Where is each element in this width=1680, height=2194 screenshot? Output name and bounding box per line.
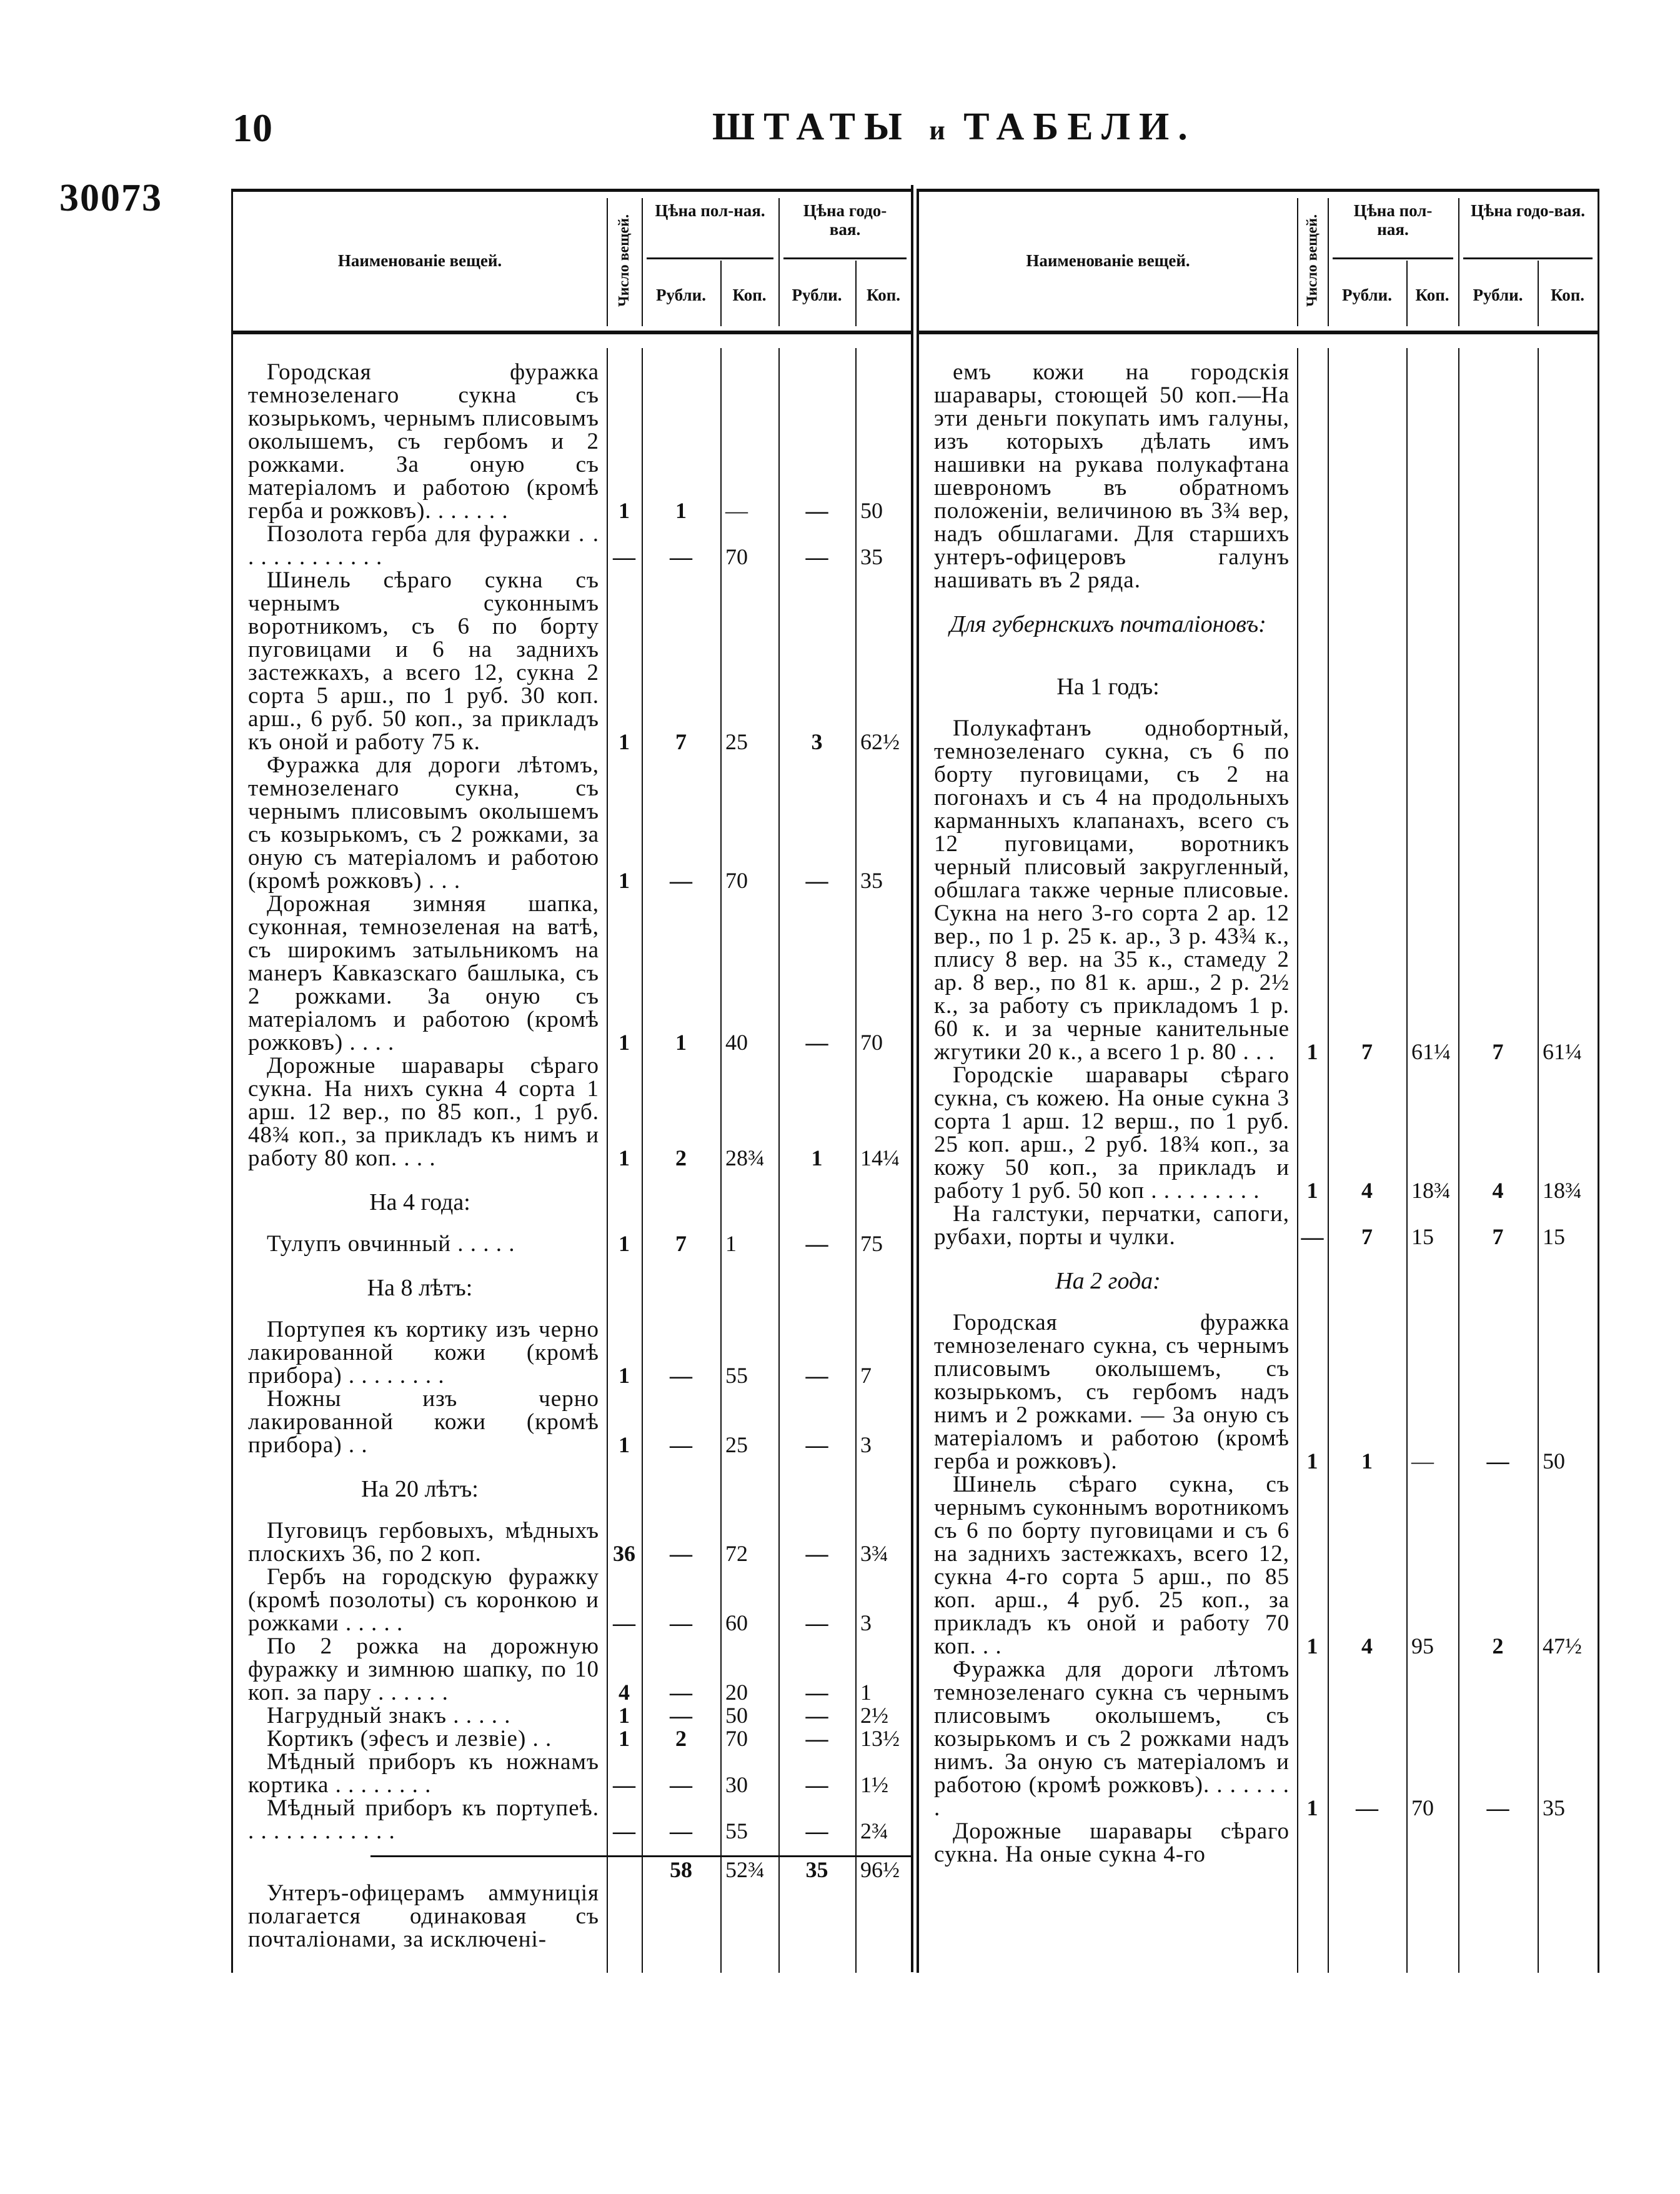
value-count: 1 bbox=[619, 1231, 630, 1256]
header-count: Число вещей. bbox=[1304, 214, 1321, 307]
column-line bbox=[855, 261, 857, 326]
value-kop-annual: 3¾ bbox=[860, 1541, 888, 1566]
total-row bbox=[370, 1855, 912, 1882]
value-count: 1 bbox=[619, 729, 630, 754]
table-row bbox=[233, 892, 912, 1054]
item-name: Тулупъ овчинный . . . . . bbox=[267, 1231, 515, 1257]
header-name: Наименованіе вещей. bbox=[1026, 251, 1190, 270]
value-kop-annual: 14¼ bbox=[860, 1145, 900, 1170]
item-name: Портупея къ кортику изъ черно лакированной кожи (кромѣ прибора) . . . . . . . . bbox=[248, 1317, 599, 1389]
value-rub-annual: 2 bbox=[1492, 1633, 1504, 1658]
header-rule bbox=[647, 257, 773, 259]
title-part: и bbox=[929, 115, 945, 146]
value-rub-annual: 7 bbox=[1492, 1224, 1504, 1249]
value-count: 1 bbox=[1306, 1795, 1318, 1820]
item-name: На галстуки, перчатки, сапоги, рубахи, порты и чулки. bbox=[934, 1201, 1290, 1250]
item-name: Мѣдный приборъ къ ножнамъ кортика . . . . . . . . bbox=[248, 1749, 599, 1798]
value-count: 1 bbox=[619, 1432, 630, 1457]
value-kop-full: 55 bbox=[725, 1363, 748, 1388]
value-rub-full: — bbox=[1356, 1795, 1378, 1820]
value-kop-annual: 3 bbox=[860, 1610, 872, 1635]
value-rub-full: 58 bbox=[670, 1857, 692, 1882]
value-count: — bbox=[1301, 1224, 1324, 1249]
value-rub-annual: — bbox=[805, 544, 828, 569]
value-rub-annual: — bbox=[805, 1818, 828, 1843]
value-rub-annual: — bbox=[805, 1680, 828, 1705]
header-kop: Коп. bbox=[1415, 286, 1449, 304]
rows bbox=[919, 361, 1598, 1866]
header-rub: Рубли. bbox=[792, 286, 842, 304]
value-count: 1 bbox=[1306, 1449, 1318, 1473]
table-row bbox=[233, 1565, 912, 1635]
value-rub-full: — bbox=[670, 1703, 692, 1728]
value-kop-annual: 61¼ bbox=[1543, 1039, 1582, 1064]
value-kop-annual: 15 bbox=[1543, 1224, 1565, 1249]
section-heading: На 8 лѣтъ: bbox=[367, 1275, 473, 1301]
column-line bbox=[1406, 261, 1408, 326]
value-kop-full: 20 bbox=[725, 1680, 748, 1705]
value-kop-full: 70 bbox=[725, 544, 748, 569]
value-count: 1 bbox=[1306, 1039, 1318, 1064]
item-name: Мѣдный приборъ къ портупеѣ. . . . . . . . . . . . . bbox=[248, 1795, 599, 1844]
value-kop-full: 25 bbox=[725, 729, 748, 754]
item-name: Шинель сѣраго сукна, съ чернымъ суконнымъ воротникомъ съ 6 по борту пуговицами и съ 6 на заднихъ застежкахъ, всего 12, сукна 4-го сорта 5 арш., по 85 коп. арш., 4 руб. 25 коп., за прикладъ къ оной и работу 70 коп. . . bbox=[934, 1472, 1290, 1659]
table-row bbox=[233, 1797, 912, 1843]
value-rub-annual: — bbox=[805, 498, 828, 523]
value-count: 1 bbox=[619, 1030, 630, 1055]
page-title bbox=[712, 105, 1196, 149]
value-rub-full: 1 bbox=[1361, 1449, 1373, 1473]
item-name: Унтеръ-офицерамъ аммуниція полагается одинаковая съ почталіонами, за исключені- bbox=[248, 1880, 599, 1952]
value-kop-full: 72 bbox=[725, 1541, 748, 1566]
table-row bbox=[233, 754, 912, 892]
value-count: 1 bbox=[619, 1363, 630, 1388]
table-row bbox=[919, 1202, 1598, 1249]
value-kop-full: 50 bbox=[725, 1703, 748, 1728]
value-rub-annual: 35 bbox=[805, 1857, 828, 1882]
value-rub-full: — bbox=[670, 1818, 692, 1843]
value-rub-annual: 3 bbox=[811, 729, 823, 754]
value-kop-full: 60 bbox=[725, 1610, 748, 1635]
value-rub-annual: — bbox=[805, 1363, 828, 1388]
header-rule bbox=[1463, 257, 1593, 259]
header-annual-price: Цѣна годо-вая. bbox=[1471, 201, 1585, 220]
value-kop-annual: 7 bbox=[860, 1363, 872, 1388]
header-kop: Коп. bbox=[1550, 286, 1585, 304]
table-row bbox=[233, 361, 912, 522]
value-rub-annual: 7 bbox=[1492, 1039, 1504, 1064]
value-count: 1 bbox=[619, 1145, 630, 1170]
value-rub-full: 1 bbox=[675, 1030, 687, 1055]
value-kop-full: 70 bbox=[1411, 1795, 1434, 1820]
title-part: ТАБЕЛИ. bbox=[963, 106, 1196, 148]
value-count bbox=[607, 1880, 642, 1882]
value-kop-annual: 62½ bbox=[860, 729, 900, 754]
header-rule bbox=[1333, 257, 1453, 259]
table-row bbox=[233, 1882, 912, 1951]
value-rub-full: — bbox=[670, 1363, 692, 1388]
item-name: Пуговицъ гербовыхъ, мѣдныхъ плоскихъ 36, по 2 коп. bbox=[248, 1518, 599, 1567]
table-row bbox=[919, 1311, 1598, 1473]
value-kop-full: 55 bbox=[725, 1818, 748, 1843]
margin-number: 30073 bbox=[59, 177, 162, 219]
value-kop-full: 52¾ bbox=[725, 1857, 765, 1882]
value-kop-full: 18¾ bbox=[1411, 1178, 1451, 1203]
item-name: Фуражка для дороги лѣтомъ темнозеленаго сукна съ чернымъ плисовымъ околышемъ, съ козырькомъ и съ 2 рожками надъ нимъ. За оную съ матеріаломъ и работою (кромѣ рожковъ). . . . . . . . bbox=[934, 1657, 1290, 1821]
value-kop-annual: 35 bbox=[1543, 1795, 1565, 1820]
value-rub-annual: — bbox=[805, 1610, 828, 1635]
table-row bbox=[919, 1820, 1598, 1866]
table-body bbox=[919, 348, 1598, 1973]
value-kop-full: 70 bbox=[725, 868, 748, 893]
table-row bbox=[919, 1473, 1598, 1658]
value-kop-full: 95 bbox=[1411, 1633, 1434, 1658]
value-rub-annual: — bbox=[805, 1231, 828, 1256]
item-name: Полукафтанъ однобортный, темнозеленаго сукна, съ 6 по борту пуговицами, съ 2 на погонахъ и съ 4 на продольныхъ карманныхъ клапанахъ, всего съ 12 пуговицами, воротникъ черный плисовый закругленный, обшлага также черные плисовые. Сукна на него 3-го сорта 2 ар. 12 вер., по 1 р. 25 к. ар., 3 р. 43¾ к., плису 8 вер. на 35 к., стамеду 2 ар. 8 вер., по 81 к. арш., 2 р. 2½ к., за работу съ прикладомъ 1 р. 60 к. и за черные канительные жгутики 20 к., а всего 1 р. 80 . . . bbox=[934, 716, 1290, 1065]
column-line bbox=[778, 198, 780, 326]
header-kop: Коп. bbox=[732, 286, 767, 304]
table-row bbox=[233, 1704, 912, 1727]
value-rub-annual: — bbox=[1486, 1795, 1509, 1820]
value-rub-full: 1 bbox=[675, 498, 687, 523]
value-kop-annual: 18¾ bbox=[1543, 1178, 1582, 1203]
value-count: 1 bbox=[619, 868, 630, 893]
table-row bbox=[233, 569, 912, 754]
value-rub-full: 7 bbox=[1361, 1224, 1373, 1249]
value-rub-annual: — bbox=[805, 1030, 828, 1055]
header-rub: Рубли. bbox=[1473, 286, 1523, 304]
value-count: 1 bbox=[619, 1703, 630, 1728]
value-kop-annual: 50 bbox=[1543, 1449, 1565, 1473]
item-name: Кортикъ (эфесъ и лезвіе) . . bbox=[267, 1726, 552, 1752]
value-rub-full: — bbox=[670, 868, 692, 893]
value-kop-annual: 1½ bbox=[860, 1772, 888, 1797]
header-rule bbox=[783, 257, 907, 259]
value-kop-annual: 35 bbox=[860, 868, 883, 893]
header-kop: Коп. bbox=[866, 286, 901, 304]
column-line bbox=[1538, 261, 1539, 326]
item-name: Городскіе шаравары сѣраго сукна, съ кожею. На оные сукна 3 сорта 1 арш. 12 верш., по 1 руб. 25 коп. арш., 2 руб. 18¾ коп., за кожу 50 коп., за прикладъ и работу 1 руб. 50 коп . . . . . . . . . bbox=[934, 1062, 1290, 1204]
value-rub-full: — bbox=[670, 1610, 692, 1635]
value-kop-full: 28¾ bbox=[725, 1145, 765, 1170]
table-header bbox=[919, 192, 1598, 334]
value-rub-full: 7 bbox=[1361, 1039, 1373, 1064]
value-count: 4 bbox=[619, 1680, 630, 1705]
value-count: — bbox=[613, 1610, 635, 1635]
value-rub-full: 7 bbox=[675, 1231, 687, 1256]
value-kop-full: 40 bbox=[725, 1030, 748, 1055]
value-rub-annual: 4 bbox=[1492, 1178, 1504, 1203]
value-kop-annual: 35 bbox=[860, 544, 883, 569]
header-count: Число вещей. bbox=[616, 214, 632, 307]
header-rub: Рубли. bbox=[1342, 286, 1392, 304]
value-rub-full: — bbox=[670, 1541, 692, 1566]
value-count: 1 bbox=[619, 498, 630, 523]
value-count: 1 bbox=[1306, 1178, 1318, 1203]
value-kop-full: 25 bbox=[725, 1432, 748, 1457]
value-kop-annual: 50 bbox=[860, 498, 883, 523]
value-rub-annual: — bbox=[805, 1541, 828, 1566]
value-count: — bbox=[613, 1772, 635, 1797]
table-row bbox=[233, 1727, 912, 1750]
table-row bbox=[233, 1519, 912, 1565]
value-rub-full: 4 bbox=[1361, 1633, 1373, 1658]
item-name: Позолота герба для фуражки . . . . . . . . . . . . . bbox=[248, 521, 599, 570]
item-name: Нагрудный знакъ . . . . . bbox=[267, 1703, 511, 1728]
value-rub-full: — bbox=[670, 544, 692, 569]
header-rub: Рубли. bbox=[656, 286, 706, 304]
item-name: Фуражка для дороги лѣтомъ, темнозеленаго сукна, съ чернымъ плисовымъ околышемъ съ козырькомъ, съ 2 рожками, за оную съ матеріаломъ и работою (кромѣ рожковъ) . . . bbox=[248, 752, 599, 894]
column-line bbox=[1297, 198, 1298, 326]
table-row bbox=[233, 1054, 912, 1170]
value-rub-annual: — bbox=[805, 1772, 828, 1797]
value-kop-full: 70 bbox=[725, 1726, 748, 1751]
value-rub-full: 2 bbox=[675, 1726, 687, 1751]
section-heading: На 2 года: bbox=[1055, 1268, 1161, 1294]
value-kop-annual: 70 bbox=[860, 1030, 883, 1055]
value-count: — bbox=[613, 1818, 635, 1843]
value-kop-annual: 2¾ bbox=[860, 1818, 888, 1843]
column-line bbox=[1458, 198, 1459, 326]
value-kop-full: — bbox=[725, 498, 748, 523]
item-name: Гербъ на городскую фуражку (кромѣ позолоты) съ коронкою и рожками . . . . . bbox=[248, 1564, 599, 1636]
value-kop-annual: 96½ bbox=[860, 1857, 900, 1882]
title-part: ШТАТЫ bbox=[712, 106, 911, 148]
value-rub-annual: — bbox=[805, 1703, 828, 1728]
value-count: 36 bbox=[613, 1541, 635, 1566]
value-rub-annual: — bbox=[805, 868, 828, 893]
item-name: Дорожные шаравары сѣраго сукна. На нихъ сукна 4 сорта 1 арш. 12 вер., по 85 коп., 1 руб. 48¾ коп., за прикладъ къ нимъ и работу 80 коп. . . . bbox=[248, 1053, 599, 1171]
column-line bbox=[642, 198, 643, 326]
section-heading: На 4 года: bbox=[369, 1189, 470, 1215]
table-row bbox=[919, 717, 1598, 1064]
table-row bbox=[233, 1232, 912, 1255]
item-name: Шинель сѣраго сукна съ чернымъ суконнымъ воротникомъ, съ 6 по борту пуговицами и 6 на заднихъ застежкахъ, а всего 12, сукна 2 сорта 5 арш., по 1 руб. 30 коп. арш., 6 руб. 50 коп., за прикладъ къ оной и работу 75 к. bbox=[248, 567, 599, 755]
column-line bbox=[607, 198, 608, 326]
value-kop-full: 61¼ bbox=[1411, 1039, 1451, 1064]
table-row bbox=[919, 361, 1598, 592]
right-table bbox=[917, 189, 1599, 1973]
item-name: емъ кожи на городскія шаравары, стоющей 50 коп.—На эти деньги покупать имъ галуны, изъ которыхъ дѣлать имъ нашивки на рукава полукафтана шеврономъ въ обратномъ положеніи, величиною въ 3¾ вер, надъ обшлагами. Для старшихъ унтеръ-офицеровъ галунъ нашивать въ 2 ряда. bbox=[934, 359, 1290, 593]
value-kop-full: 1 bbox=[725, 1231, 737, 1256]
table-row bbox=[233, 1750, 912, 1797]
item-name: По 2 рожка на дорожную фуражку и зимнюю шапку, по 10 коп. за пару . . . . . . bbox=[248, 1633, 599, 1705]
item-name: Ножны изъ черно лакированной кожи (кромѣ прибора) . . bbox=[248, 1386, 599, 1458]
section-heading: На 20 лѣтъ: bbox=[361, 1476, 479, 1502]
value-kop-annual: 75 bbox=[860, 1231, 883, 1256]
item-name: Дорожная зимняя шапка, суконная, темнозеленая на ватѣ, съ широкимъ затыльникомъ на манеръ Кавказскаго башлыка, съ 2 рожками. За оную съ матеріаломъ и работою (кромѣ рожковъ) . . . . bbox=[248, 891, 599, 1055]
column-line bbox=[1328, 198, 1329, 326]
value-count: 1 bbox=[1306, 1633, 1318, 1658]
table-row bbox=[233, 522, 912, 569]
value-rub-annual: 1 bbox=[811, 1145, 823, 1170]
value-count: 1 bbox=[619, 1726, 630, 1751]
value-kop-annual: 1 bbox=[860, 1680, 872, 1705]
value-count: — bbox=[613, 544, 635, 569]
value-kop-full: — bbox=[1411, 1449, 1434, 1473]
table-row bbox=[919, 1658, 1598, 1820]
value-rub-full: 2 bbox=[675, 1145, 687, 1170]
rows bbox=[233, 361, 912, 1951]
value-kop-annual: 47½ bbox=[1543, 1633, 1582, 1658]
value-kop-annual: 3 bbox=[860, 1432, 872, 1457]
table-row bbox=[919, 1064, 1598, 1202]
value-rub-full: — bbox=[670, 1432, 692, 1457]
header-name: Наименованіе вещей. bbox=[337, 251, 502, 270]
value-rub-full: 7 bbox=[675, 729, 687, 754]
section-heading: Для губернскихъ почталіоновъ: bbox=[950, 611, 1266, 637]
item-name: Городская фуражка темнозеленаго сукна съ козырькомъ, чернымъ плисовымъ околышемъ, съ гербомъ и 2 рожками. За оную съ матеріаломъ и работою (кромѣ герба и рожковъ). . . . . . . bbox=[248, 359, 599, 524]
table-row bbox=[233, 1318, 912, 1387]
value-rub-full: — bbox=[670, 1680, 692, 1705]
value-kop-full: 15 bbox=[1411, 1224, 1434, 1249]
item-name: Городская фуражка темнозеленаго сукна, съ чернымъ плисовымъ околышемъ, съ козырькомъ, съ гербомъ надъ нимъ и 2 рожками. — За оную съ матеріаломъ и работою (кромѣ герба и рожковъ). bbox=[934, 1310, 1290, 1474]
section-heading: На 1 годъ: bbox=[1056, 674, 1160, 700]
value-rub-annual: — bbox=[805, 1432, 828, 1457]
value-rub-annual: — bbox=[805, 1726, 828, 1751]
left-table bbox=[231, 189, 912, 1973]
value-rub-full: 4 bbox=[1361, 1178, 1373, 1203]
header-full-price: Цѣна пол-ная. bbox=[1353, 201, 1433, 239]
table-header bbox=[233, 192, 912, 334]
value-kop-annual: 2½ bbox=[860, 1703, 888, 1728]
table-row bbox=[233, 1635, 912, 1704]
column-line bbox=[720, 261, 722, 326]
page-number: 10 bbox=[232, 106, 272, 150]
value-rub-annual: — bbox=[1486, 1449, 1509, 1473]
value-kop-full: 30 bbox=[725, 1772, 748, 1797]
item-name: Дорожные шаравары сѣраго сукна. На оные сукна 4-го bbox=[934, 1818, 1290, 1867]
header-annual-price: Цѣна годо-вая. bbox=[803, 201, 887, 239]
table-body bbox=[233, 348, 912, 1973]
value-rub-full: — bbox=[670, 1772, 692, 1797]
value-kop-annual: 13½ bbox=[860, 1726, 900, 1751]
header-full-price: Цѣна пол-ная. bbox=[655, 201, 765, 220]
table-row bbox=[233, 1387, 912, 1457]
